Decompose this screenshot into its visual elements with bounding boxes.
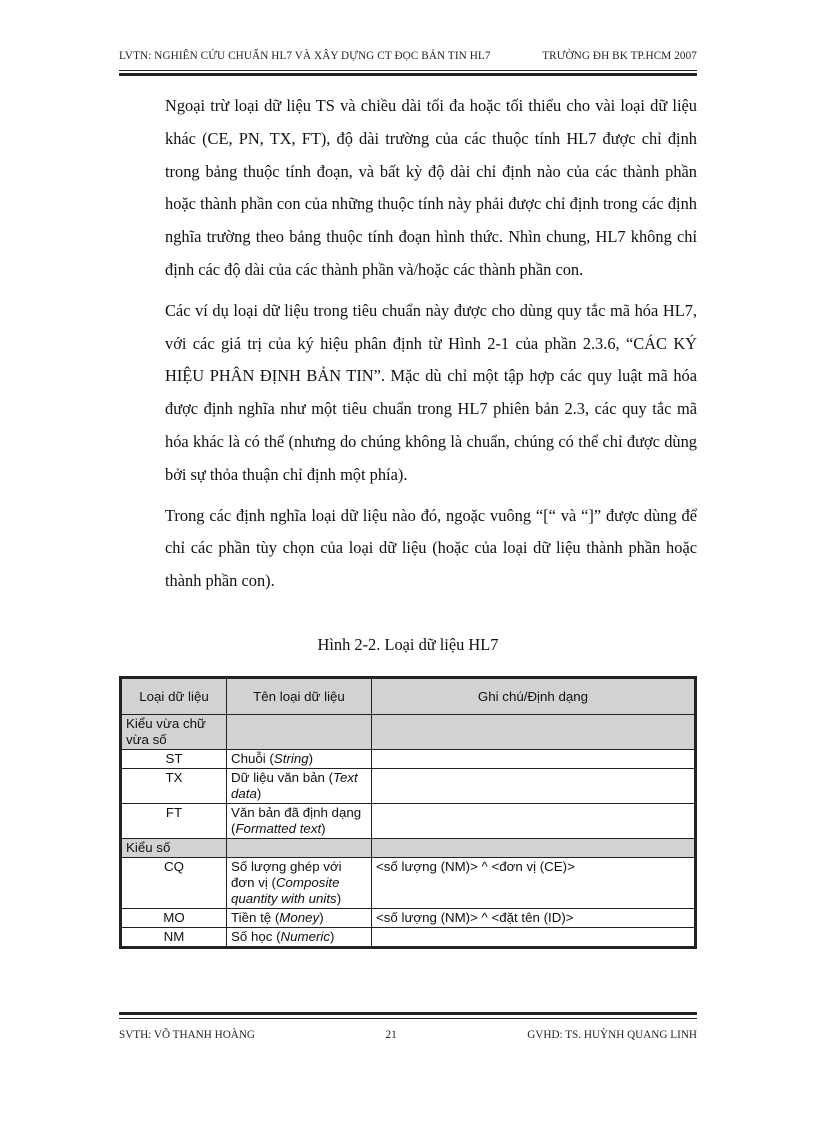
page-header: [119, 50, 697, 62]
type-name: Chuỗi (String): [227, 750, 372, 769]
paragraph: Các ví dụ loại dữ liệu trong tiêu chuẩn này được cho dùng quy tắc mã hóa HL7, với các giá trị của ký hiệu phân định từ Hình 2-1 của phần 2.3.6, “CÁC KÝ HIỆU PHÂN ĐỊNH BẢN TIN”. Mặc dù chỉ một tập hợp các quy luật mã hóa được định nghĩa như một tiêu chuẩn trong HL7 phiên bản 2.3, các quy tắc mã hóa khác là có thể (nhưng do chúng không là chuẩn, chúng có thể chỉ được dùng bởi sự thỏa thuận chỉ định một phía).: [165, 300, 697, 484]
table-row: [122, 858, 695, 909]
type-name: Dữ liệu văn bản (Text data): [227, 769, 372, 804]
column-header: Loại dữ liệu: [122, 679, 227, 715]
table-header-row: [122, 679, 695, 715]
header-rule-thick: [119, 73, 697, 76]
footer-rule-thick: [119, 1012, 697, 1015]
type-name: Số học (Numeric): [227, 928, 372, 947]
header-school: TRƯỜNG ĐH BK TP.HCM 2007: [542, 50, 697, 62]
category-row: [122, 839, 695, 858]
type-name: Văn bản đã định dạng (Formatted text): [227, 804, 372, 839]
table-row: [122, 909, 695, 928]
page-footer: [119, 1029, 697, 1041]
table-row: [122, 928, 695, 947]
column-header: Tên loại dữ liệu: [227, 679, 372, 715]
category-label: Kiểu vừa chữ vừa số: [122, 715, 227, 750]
table-row: [122, 769, 695, 804]
header-title: LVTN: NGHIÊN CỨU CHUẨN HL7 VÀ XÂY DỰNG CT ĐỌC BẢN TIN HL7: [119, 50, 491, 62]
type-note: [372, 769, 695, 804]
type-note: <số lượng (NM)> ^ <đặt tên (ID)>: [372, 909, 695, 928]
type-code: TX: [122, 769, 227, 804]
type-note: [372, 928, 695, 947]
type-code: MO: [122, 909, 227, 928]
type-note: [372, 750, 695, 769]
column-header: Ghi chú/Định dạng: [372, 679, 695, 715]
paragraph: Ngoại trừ loại dữ liệu TS và chiều dài tối đa hoặc tối thiểu cho vài loại dữ liệu khác (CE, PN, TX, FT), độ dài trường của các thuộc tính HL7 được chỉ định trong bảng thuộc tính đoạn, và bất kỳ độ dài chỉ định nào của các thành phần hoặc thành phần con của những thuộc tính này phải được chỉ định trong các định nghĩa trường theo bảng thuộc tính đoạn hình thức. Nhìn chung, HL7 không chỉ định các độ dài của các thành phần và/hoặc các thành phần con.: [165, 96, 697, 279]
data-type-table: [119, 676, 697, 949]
type-name: Số lượng ghép với đơn vị (Composite quantity with units): [227, 858, 372, 909]
type-name: Tiền tệ (Money): [227, 909, 372, 928]
type-note: [372, 804, 695, 839]
type-note: <số lượng (NM)> ^ <đơn vị (CE)>: [372, 858, 695, 909]
footer-student: SVTH: VÕ THANH HOÀNG: [119, 1029, 256, 1041]
type-code: CQ: [122, 858, 227, 909]
category-label: Kiểu số: [122, 839, 227, 858]
type-code: NM: [122, 928, 227, 947]
type-code: ST: [122, 750, 227, 769]
page-number: 21: [385, 1029, 397, 1041]
type-code: FT: [122, 804, 227, 839]
footer-rule-thin: [119, 1018, 697, 1019]
footer-advisor: GVHD: TS. HUỲNH QUANG LINH: [527, 1029, 697, 1041]
category-row: [122, 715, 695, 750]
table-row: [122, 804, 695, 839]
body-text: [165, 90, 697, 606]
header-rule-thin: [119, 70, 697, 71]
paragraph: Trong các định nghĩa loại dữ liệu nào đó, ngoặc vuông “[“ và “]” được dùng để chỉ các phần tùy chọn của loại dữ liệu (hoặc của loại dữ liệu thành phần hoặc thành phần con).: [165, 505, 697, 591]
table-row: [122, 750, 695, 769]
figure-caption: Hình 2-2. Loại dữ liệu HL7: [317, 635, 499, 654]
